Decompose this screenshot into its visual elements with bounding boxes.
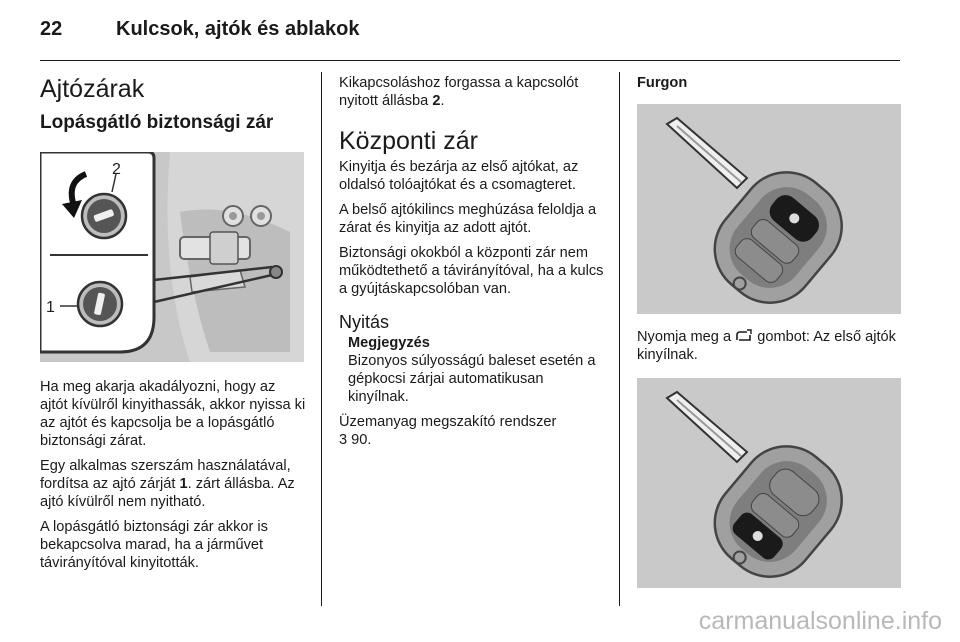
- unlock-front-doors-icon: [735, 329, 753, 342]
- paragraph-central-lock-3: Biztonsági okokból a központi zár nem működtethető a távirányítóval, ha a kulcs a gyújtáskapcsolóban van.: [339, 245, 604, 297]
- paragraph-use-tool: [40, 457, 306, 511]
- key-fob-figure-top: [637, 104, 901, 314]
- column-1: [40, 74, 306, 572]
- position-ref-1: 1: [179, 476, 188, 492]
- paragraph-use-tool-text: Egy alkalmas szerszám használatával, fordítsa az ajtó zárját: [40, 458, 291, 492]
- door-lock-figure: [40, 152, 304, 362]
- callout-1: 1: [46, 299, 55, 316]
- header-rule: [40, 60, 900, 61]
- paragraph-remains-active: A lopásgátló biztonsági zár akkor is bekapcsolva marad, ha a járművet távirányítóval kinyitották.: [40, 519, 268, 571]
- key-fob-illustration-top: [637, 104, 901, 314]
- column-3: [637, 74, 901, 588]
- section-title-central-lock: Központi zár: [339, 127, 478, 155]
- position-ref-2: 2: [432, 93, 441, 109]
- paragraph-use-tool-end: . zárt állásba. Az ajtó kívülről nem nyitható.: [40, 476, 295, 510]
- disable-text-end: .: [440, 93, 445, 109]
- page-reference: 3 90.: [339, 432, 372, 448]
- note-block: [339, 334, 605, 406]
- caption-press-button: [637, 328, 901, 364]
- column-divider-1: [321, 72, 322, 606]
- column-2: [339, 74, 605, 449]
- key-fob-illustration-bottom: [637, 378, 901, 588]
- note-title: Megjegyzés: [348, 335, 430, 351]
- subtitle-antitheft-lock: Lopásgátló biztonsági zár: [40, 112, 274, 133]
- caption-pre: Nyomja meg a: [637, 329, 732, 345]
- paragraph-prevent-opening: Ha meg akarja akadályozni, hogy az ajtót kívülről kinyithassák, akkor nyissa ki az ajtót és kapcsolja be a lopásgátló biztonsági zárat.: [40, 379, 306, 449]
- door-lock-illustration: [40, 152, 304, 362]
- paragraph-central-lock-1: Kinyitja és bezárja az első ajtókat, az oldalsó tolóajtókat és a csomagteret.: [339, 159, 579, 193]
- page-title: Kulcsok, ajtók és ablakok: [116, 18, 360, 40]
- label-van: Furgon: [637, 75, 688, 91]
- section-title-door-locks: Ajtózárak: [40, 75, 145, 103]
- caption-post: gombot: Az első ajtók kinyílnak.: [637, 329, 896, 363]
- paragraph-disable: [339, 74, 605, 110]
- subtitle-opening: Nyitás: [339, 312, 390, 332]
- column-divider-2: [619, 72, 620, 606]
- callout-2: 2: [112, 161, 121, 178]
- paragraph-central-lock-2: A belső ajtókilincs meghúzása feloldja a zárat és kinyitja az adott ajtót.: [339, 202, 597, 236]
- watermark: carmanualsonline.info: [698, 607, 942, 635]
- page-number: 22: [40, 18, 63, 40]
- disable-text: Kikapcsoláshoz forgassa a kapcsolót nyitott állásba: [339, 75, 579, 109]
- key-fob-figure-bottom: [637, 378, 901, 588]
- paragraph-fuel-cutoff: Üzemanyag megszakító rendszer: [339, 414, 557, 430]
- note-text: Bizonyos súlyosságú baleset esetén a gépkocsi zárjai automatikusan kinyílnak.: [348, 353, 596, 405]
